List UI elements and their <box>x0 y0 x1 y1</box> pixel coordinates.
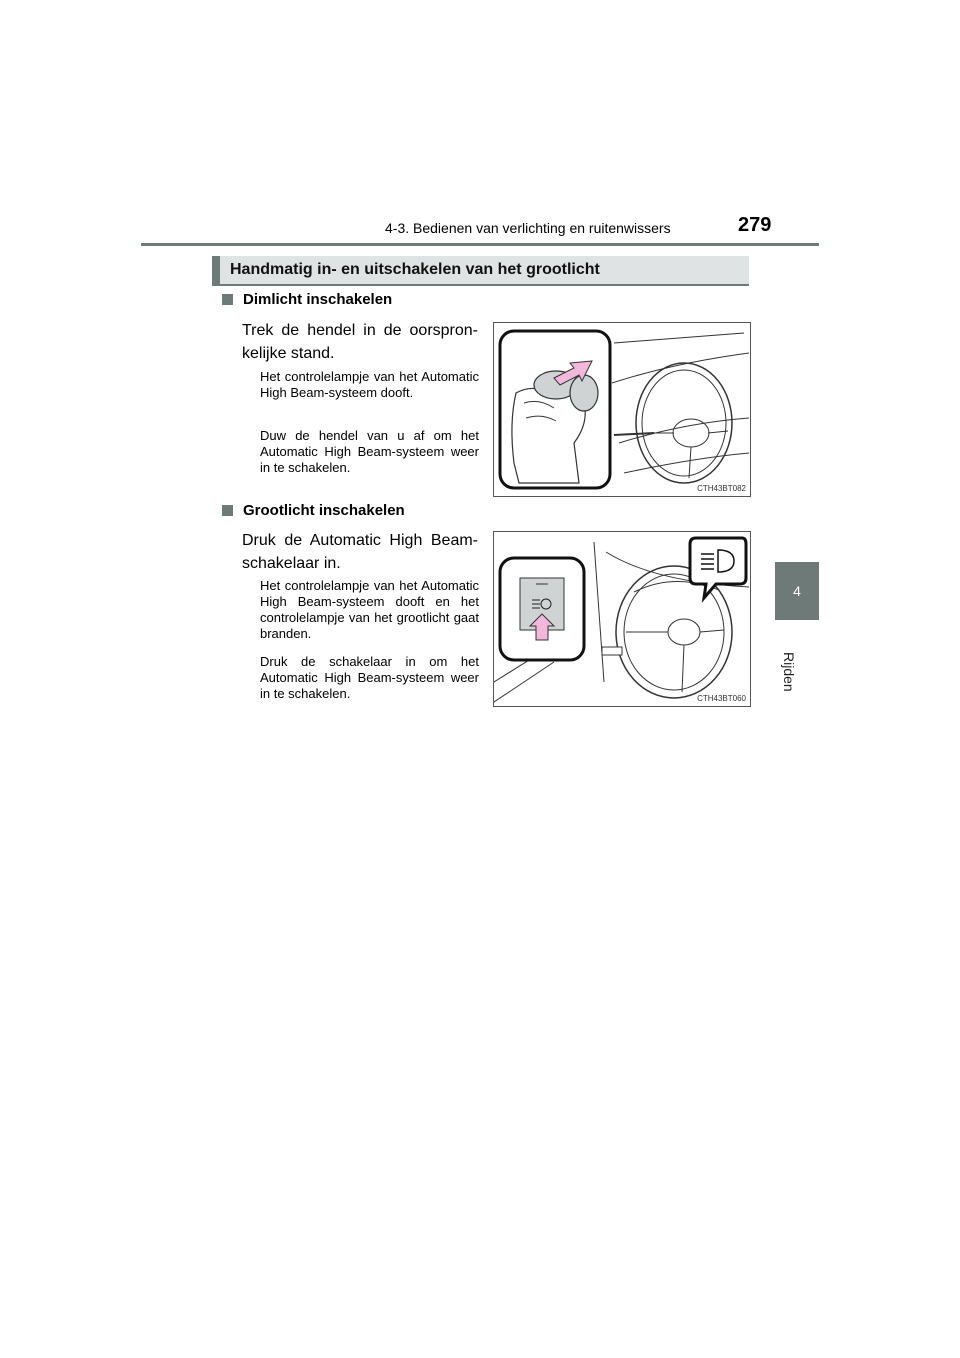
section-accent <box>212 256 220 284</box>
chapter-tab <box>775 562 819 620</box>
switch-illustration <box>493 531 751 707</box>
figure-code: CTH43BT060 <box>697 694 746 703</box>
note-text: Het controlelampje van het Automatic High Beam-systeem dooft. <box>260 369 479 400</box>
square-bullet-icon <box>222 505 233 516</box>
chapter-label: Rijden <box>781 652 797 692</box>
chapter-number: 4 <box>793 583 801 599</box>
header-divider <box>141 243 819 246</box>
subheading-high-beam <box>222 502 405 519</box>
square-bullet-icon <box>222 294 233 305</box>
running-header: 4-3. Bedienen van verlichting en ruitenwissers <box>385 220 671 236</box>
instruction-step: Trek de hendel in de oorspron- kelijke stand. <box>242 322 478 362</box>
note-text: Het controlelampje van het Automatic High Beam-systeem dooft en het controlelampje van het grootlicht gaat branden. <box>260 578 479 641</box>
subheading-low-beam <box>222 291 392 308</box>
auto-high-beam-switch-illustration <box>494 532 750 706</box>
lever-illustration <box>493 322 751 497</box>
subheading-text: Dimlicht inschakelen <box>243 291 393 308</box>
lever-hand-illustration <box>494 323 750 496</box>
section-title: Handmatig in- en uitschakelen van het grootlicht <box>230 261 600 278</box>
section-title-bar <box>212 256 749 286</box>
note-text: Druk de schakelaar in om het Automatic High Beam-systeem weer in te schakelen. <box>260 654 479 701</box>
page-number: 279 <box>738 214 772 236</box>
figure-code: CTH43BT082 <box>697 484 746 493</box>
note-text: Duw de hendel van u af om het Automatic High Beam-systeem weer in te schakelen. <box>260 428 479 475</box>
instruction-step: Druk de Automatic High Beam- schakelaar in. <box>242 532 478 572</box>
subheading-text: Grootlicht inschakelen <box>243 502 405 519</box>
